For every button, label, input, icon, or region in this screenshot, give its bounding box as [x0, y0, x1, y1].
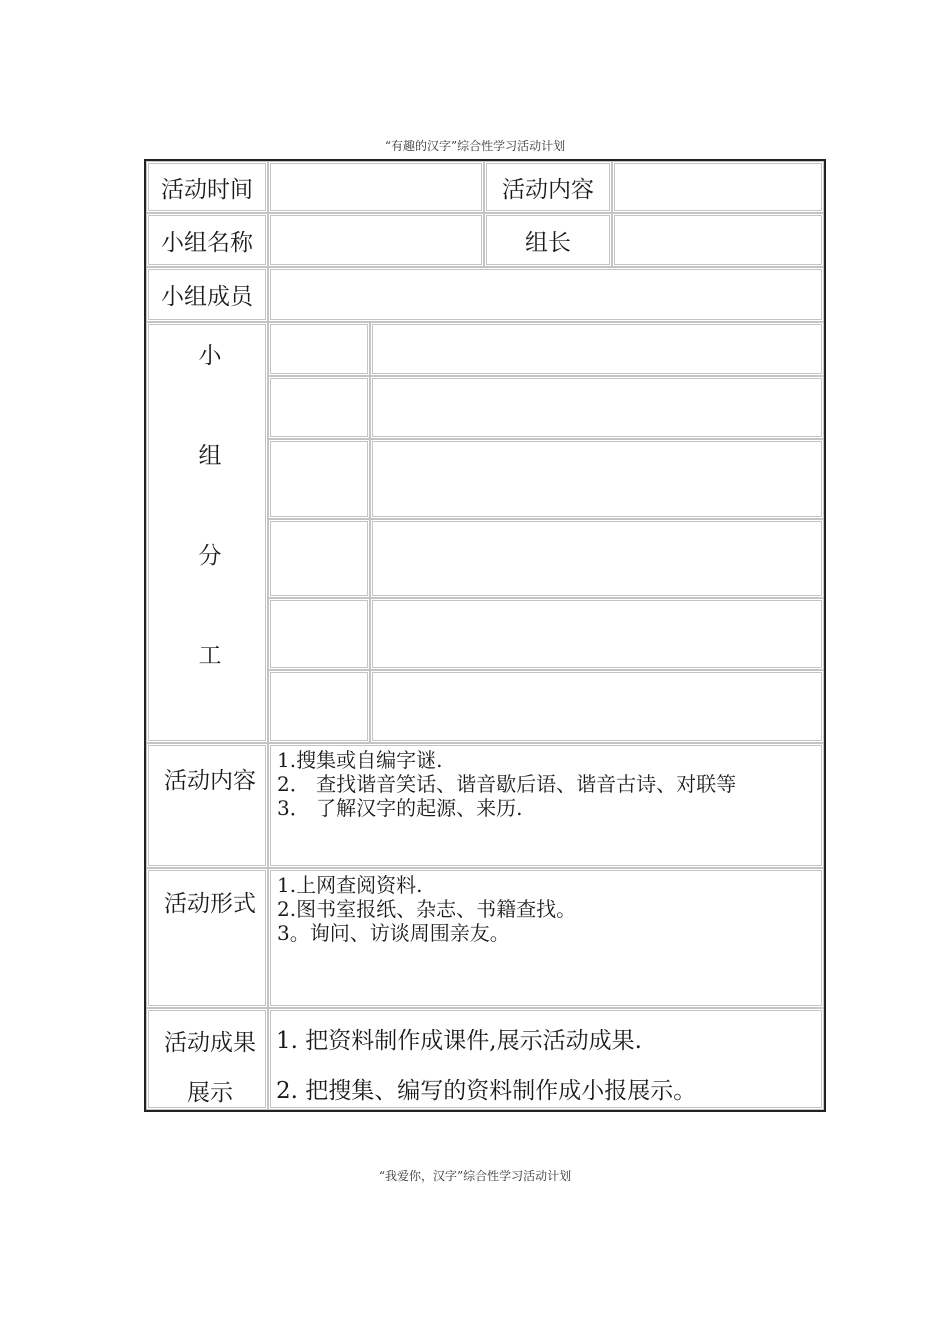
page-header: “有趣的汉字”综合性学习活动计划 — [384, 139, 566, 153]
label-activity-content: 活动内容 — [164, 768, 256, 794]
label-group-members: 小组成员 — [146, 267, 268, 322]
division-member-cell[interactable] — [268, 439, 370, 519]
label-activity-content-top: 活动内容 — [484, 161, 612, 213]
division-char-1: 小 — [198, 343, 222, 369]
label-activity-result-1: 活动成果 — [164, 1030, 256, 1056]
label-activity-time: 活动时间 — [146, 161, 268, 213]
activity-content-item-3: 3． 了解汉字的起源、来历. — [277, 796, 523, 820]
field-group-leader[interactable] — [612, 213, 824, 267]
division-member-cell[interactable] — [268, 376, 370, 439]
activity-content-list — [277, 748, 736, 820]
division-char-3: 分 — [198, 543, 222, 569]
field-group-members[interactable] — [268, 267, 824, 322]
division-task-cell[interactable] — [370, 376, 824, 439]
division-task-cell[interactable] — [370, 598, 824, 670]
activity-result-item-1: 1. 把资料制作成课件,展示活动成果. — [276, 1028, 642, 1054]
division-char-4: 工 — [198, 643, 222, 669]
division-char-2: 组 — [198, 443, 222, 469]
label-activity-form: 活动形式 — [164, 891, 256, 917]
division-task-cell[interactable] — [370, 439, 824, 519]
activity-content-item-1: 1.搜集或自编字谜. — [277, 748, 443, 772]
division-task-cell[interactable] — [370, 670, 824, 743]
division-member-cell[interactable] — [268, 519, 370, 598]
label-group-name: 小组名称 — [146, 213, 268, 267]
page-footer: “我爱你，汉字”综合性学习活动计划 — [378, 1169, 572, 1183]
activity-form-item-3: 3。询问、访谈周围亲友。 — [277, 921, 510, 945]
label-group-leader: 组长 — [484, 213, 612, 267]
division-task-cell[interactable] — [370, 322, 824, 376]
label-activity-result-2: 展示 — [187, 1080, 233, 1106]
division-task-cell[interactable] — [370, 519, 824, 598]
field-group-name[interactable] — [268, 213, 484, 267]
activity-content-label-cell — [146, 743, 268, 868]
division-label-cell — [146, 322, 268, 743]
activity-form-label-cell — [146, 868, 268, 1008]
division-member-cell[interactable] — [268, 670, 370, 743]
field-activity-time[interactable] — [268, 161, 484, 213]
field-activity-content-top[interactable] — [612, 161, 824, 213]
activity-form-item-1: 1.上网查阅资料. — [277, 873, 423, 897]
division-member-cell[interactable] — [268, 322, 370, 376]
activity-content-item-2: 2． 查找谐音笑话、谐音歇后语、谐音古诗、对联等 — [277, 772, 737, 796]
division-member-cell[interactable] — [268, 598, 370, 670]
activity-result-label-cell — [146, 1008, 268, 1110]
activity-form-item-2: 2.图书室报纸、杂志、书籍查找。 — [277, 897, 577, 921]
activity-form-list — [277, 873, 576, 945]
activity-result-item-2: 2. 把搜集、编写的资料制作成小报展示。 — [276, 1078, 697, 1104]
